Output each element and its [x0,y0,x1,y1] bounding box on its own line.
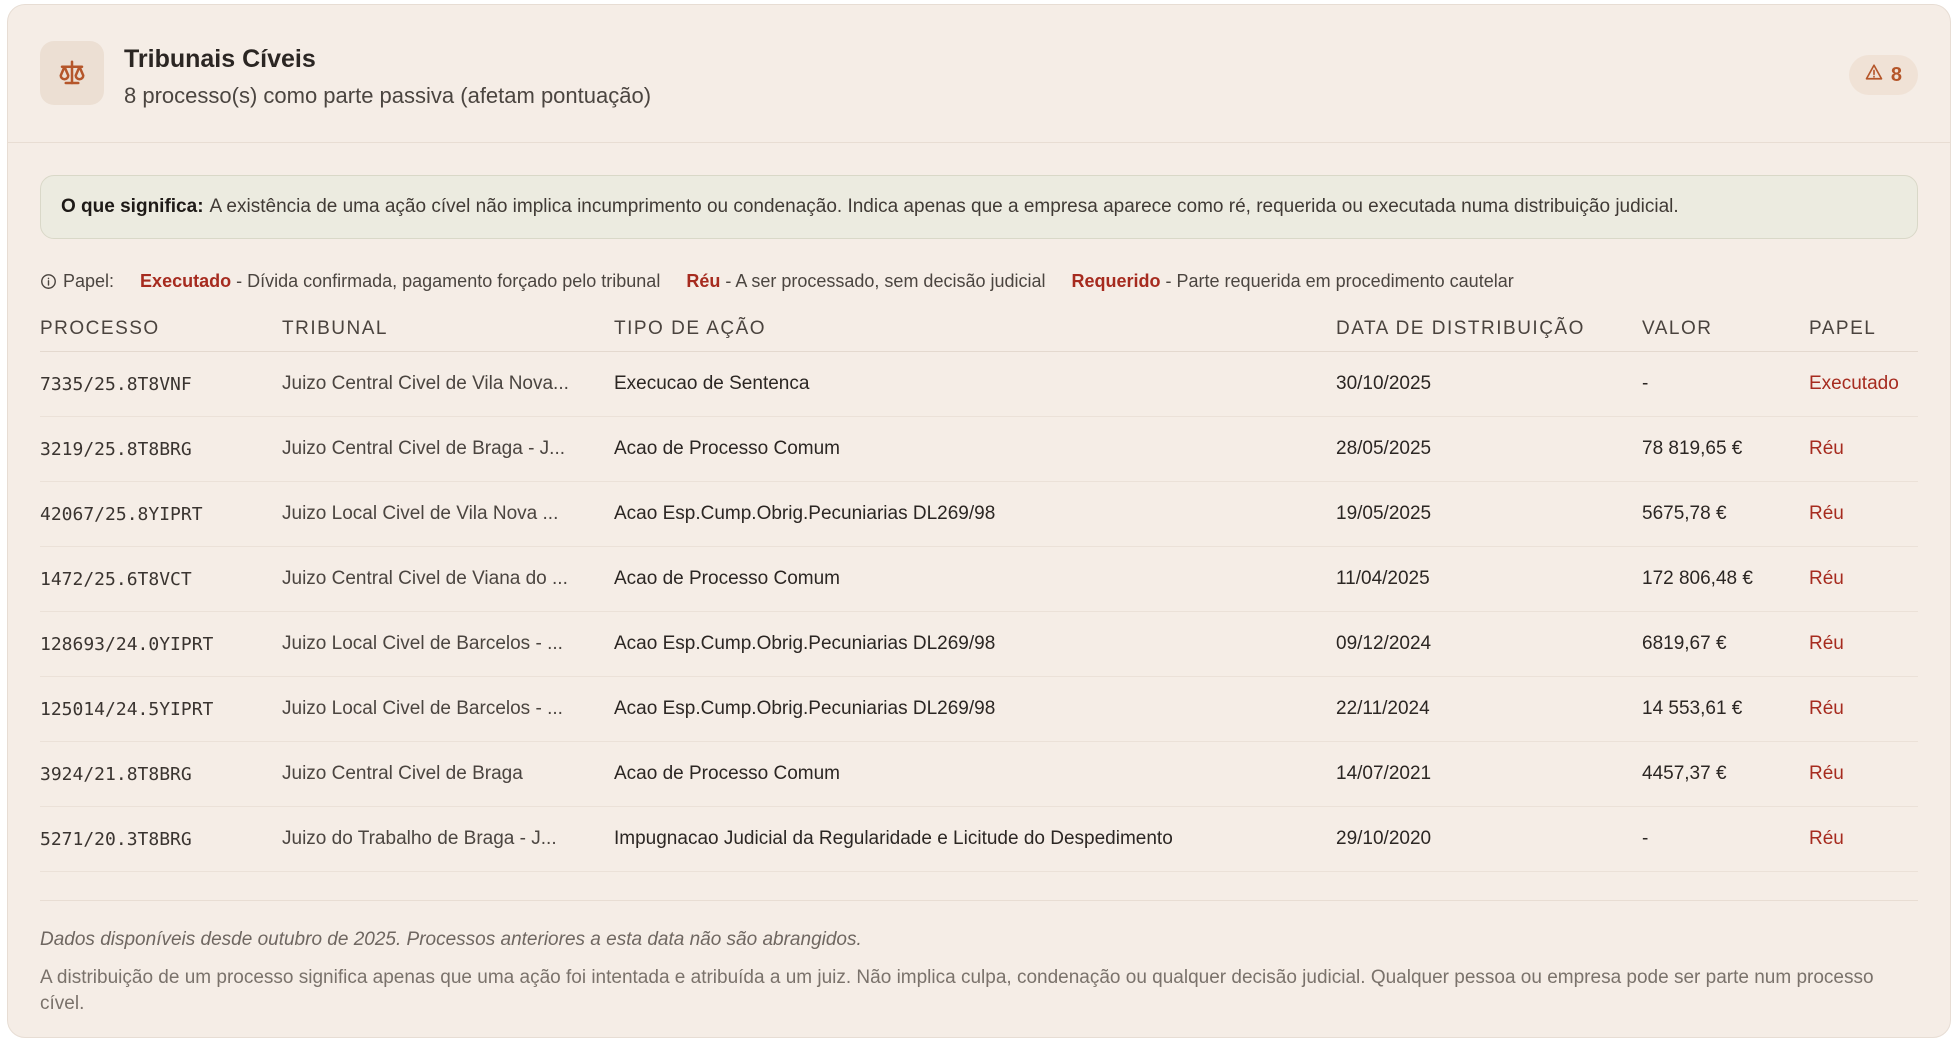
cell-tipo-acao: Impugnacao Judicial da Regularidade e Licitude do Despedimento [614,807,1336,872]
warning-count-badge [1849,55,1918,95]
disclaimer-text: A distribuição de um processo significa apenas que uma ação foi intentada e atribuída a um juiz. Não implica culpa, condenação ou qualquer decisão judicial. Qualquer pessoa ou empresa pode ser parte num processo cível. [40,967,1874,1014]
data-availability-note: Dados disponíveis desde outubro de 2025. Processos anteriores a esta data não são abrangidos. [40,929,862,950]
scale-icon [40,41,104,105]
card-title: Tribunais Cíveis [124,45,316,73]
cell-tribunal: Juizo Local Civel de Vila Nova ... [282,482,614,547]
table-row[interactable] [40,417,1918,482]
col-header-processo[interactable]: PROCESSO [40,307,282,352]
cell-processo: 7335/25.8T8VNF [40,352,282,417]
processes-table [40,307,1918,872]
table-row[interactable] [40,742,1918,807]
cell-papel: Réu [1809,742,1918,807]
cell-processo: 3924/21.8T8BRG [40,742,282,807]
cell-tipo-acao: Acao Esp.Cump.Obrig.Pecuniarias DL269/98 [614,677,1336,742]
role-legend [40,271,1514,292]
cell-processo: 1472/25.6T8VCT [40,547,282,612]
legend-entry-executado: Executado - Dívida confirmada, pagamento forçado pelo tribunal [140,271,661,291]
col-header-valor[interactable]: VALOR [1642,307,1809,352]
cell-valor: - [1642,807,1809,872]
cell-papel: Réu [1809,807,1918,872]
table-row[interactable] [40,677,1918,742]
card-subtitle: 8 processo(s) como parte passiva (afetam pontuação) [124,83,652,108]
cell-data: 19/05/2025 [1336,482,1642,547]
cell-data: 30/10/2025 [1336,352,1642,417]
card-header [8,5,1950,143]
legend-entry-requerido: Requerido - Parte requerida em procedimento cautelar [1071,271,1514,291]
cell-data: 11/04/2025 [1336,547,1642,612]
cell-papel: Réu [1809,677,1918,742]
cell-valor: 14 553,61 € [1642,677,1809,742]
cell-valor: 6819,67 € [1642,612,1809,677]
cell-data: 09/12/2024 [1336,612,1642,677]
notice-text: A existência de uma ação cível não implica incumprimento ou condenação. Indica apenas que a empresa aparece como ré, requerida ou executada numa distribuição judicial. [209,196,1679,217]
card-footer [40,900,1918,1017]
table-row[interactable] [40,482,1918,547]
meaning-notice [40,175,1918,239]
cell-tipo-acao: Acao Esp.Cump.Obrig.Pecuniarias DL269/98 [614,482,1336,547]
col-header-tribunal[interactable]: TRIBUNAL [282,307,614,352]
warning-icon [1865,63,1883,87]
cell-tipo-acao: Acao de Processo Comum [614,742,1336,807]
cell-papel: Executado [1809,352,1918,417]
cell-tipo-acao: Acao de Processo Comum [614,547,1336,612]
cell-valor: 78 819,65 € [1642,417,1809,482]
cell-tribunal: Juizo do Trabalho de Braga - J... [282,807,614,872]
notice-label: O que significa: [61,196,204,217]
table-row[interactable] [40,352,1918,417]
cell-tipo-acao: Acao de Processo Comum [614,417,1336,482]
cell-valor: 5675,78 € [1642,482,1809,547]
cell-valor: - [1642,352,1809,417]
cell-processo: 3219/25.8T8BRG [40,417,282,482]
cell-processo: 42067/25.8YIPRT [40,482,282,547]
badge-count: 8 [1890,63,1902,86]
cell-papel: Réu [1809,612,1918,677]
cell-tipo-acao: Execucao de Sentenca [614,352,1336,417]
legend-entry-reu: Réu - A ser processado, sem decisão judicial [686,271,1046,291]
col-header-papel[interactable]: PAPEL [1809,307,1918,352]
cell-tipo-acao: Acao Esp.Cump.Obrig.Pecuniarias DL269/98 [614,612,1336,677]
cell-tribunal: Juizo Central Civel de Braga [282,742,614,807]
cell-data: 29/10/2020 [1336,807,1642,872]
col-header-tipo-acao[interactable]: TIPO DE AÇÃO [614,307,1336,352]
cell-data: 22/11/2024 [1336,677,1642,742]
legend-label: Papel: [63,271,115,291]
cell-papel: Réu [1809,547,1918,612]
cell-data: 14/07/2021 [1336,742,1642,807]
cell-tribunal: Juizo Central Civel de Viana do ... [282,547,614,612]
civil-courts-card [7,4,1951,1038]
cell-valor: 172 806,48 € [1642,547,1809,612]
cell-data: 28/05/2025 [1336,417,1642,482]
table-row[interactable] [40,807,1918,872]
cell-valor: 4457,37 € [1642,742,1809,807]
table-header-row [40,307,1918,352]
cell-tribunal: Juizo Central Civel de Braga - J... [282,417,614,482]
cell-papel: Réu [1809,482,1918,547]
cell-tribunal: Juizo Central Civel de Vila Nova... [282,352,614,417]
cell-processo: 125014/24.5YIPRT [40,677,282,742]
table-row[interactable] [40,547,1918,612]
cell-tribunal: Juizo Local Civel de Barcelos - ... [282,612,614,677]
col-header-data[interactable]: DATA DE DISTRIBUIÇÃO [1336,307,1642,352]
table-row[interactable] [40,612,1918,677]
cell-processo: 128693/24.0YIPRT [40,612,282,677]
cell-papel: Réu [1809,417,1918,482]
info-icon [40,273,57,290]
cell-processo: 5271/20.3T8BRG [40,807,282,872]
cell-tribunal: Juizo Local Civel de Barcelos - ... [282,677,614,742]
